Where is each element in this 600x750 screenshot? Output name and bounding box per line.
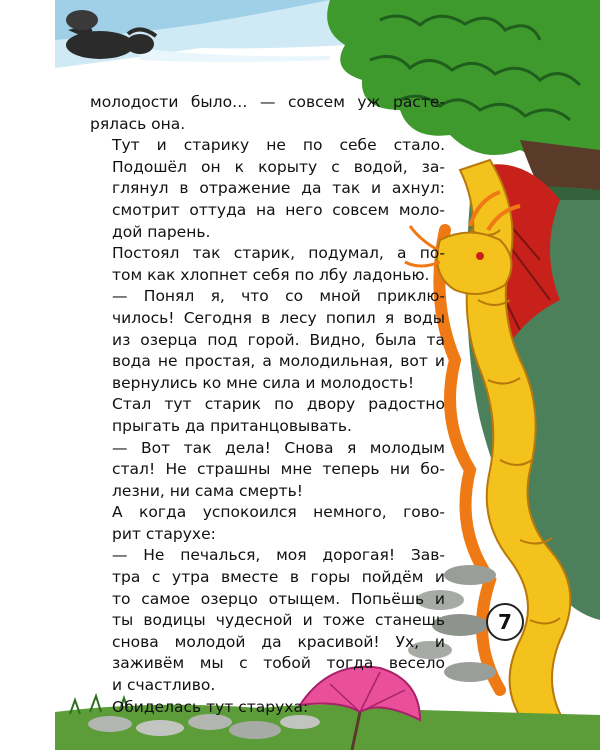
text-line: рялась она. xyxy=(90,114,186,133)
text-line: лезни, ни сама смерть! xyxy=(112,481,303,500)
text-line: снова молодой да красивой! Ух, и xyxy=(112,632,445,651)
text-line: Стал тут старик по двору радостно xyxy=(112,395,445,414)
text-line: заживём мы с тобой тогда весело xyxy=(112,654,445,673)
text-line: том как хлопнет себя по лбу ладонью. xyxy=(112,265,430,284)
text-line: ты водицы чудесной и тоже станешь xyxy=(112,611,445,630)
text-line: тра с утра вместе в горы пойдём и xyxy=(112,568,445,587)
paragraph xyxy=(90,243,445,286)
text-line: молодости было… — совсем уж расте- xyxy=(90,93,445,111)
text-line: А когда успокоился немного, гово- xyxy=(112,503,445,522)
paragraph xyxy=(90,545,445,696)
paragraph xyxy=(90,394,445,437)
paragraph xyxy=(90,286,445,394)
text-line: то самое озерцо отыщем. Попьёшь и xyxy=(112,589,445,608)
text-line: глянул в отражение да так и ахнул: xyxy=(112,179,445,198)
text-line: дой парень. xyxy=(112,222,211,241)
text-line: стал! Не страшны мне теперь ни бо- xyxy=(112,460,445,479)
text-line: Обиделась тут старуха: xyxy=(112,697,309,716)
paragraph xyxy=(90,92,445,135)
text-line: — Вот так дела! Снова я молодым xyxy=(112,438,445,457)
text-line: вернулись ко мне сила и молодость! xyxy=(112,373,415,392)
paragraph xyxy=(90,135,445,243)
story-text xyxy=(90,92,445,718)
paragraph xyxy=(90,502,445,545)
text-line: чилось! Сегодня в лесу попил я воды xyxy=(112,308,445,327)
paragraph xyxy=(90,697,445,719)
text-line: — Не печалься, моя дорогая! Зав- xyxy=(112,546,445,565)
text-line: Подошёл он к корыту с водой, за- xyxy=(112,157,445,176)
paragraph xyxy=(90,438,445,503)
text-line: прыгать да пританцовывать. xyxy=(112,416,352,435)
text-line: рит старухе: xyxy=(112,524,216,543)
text-line: Постоял так старик, подумал, а по- xyxy=(112,244,445,263)
text-line: из озерца под горой. Видно, была та xyxy=(112,330,445,349)
page-number: 7 xyxy=(498,610,512,634)
text-line: и счастливо. xyxy=(112,676,216,695)
text-line: Тут и старику не по себе стало. xyxy=(112,136,445,155)
text-line: — Понял я, что со мной приклю- xyxy=(112,287,445,306)
text-line: вода не простая, а молодильная, вот и xyxy=(112,352,445,371)
text-line: смотрит оттуда на него совсем моло- xyxy=(112,200,445,219)
page-number-badge xyxy=(486,603,524,641)
